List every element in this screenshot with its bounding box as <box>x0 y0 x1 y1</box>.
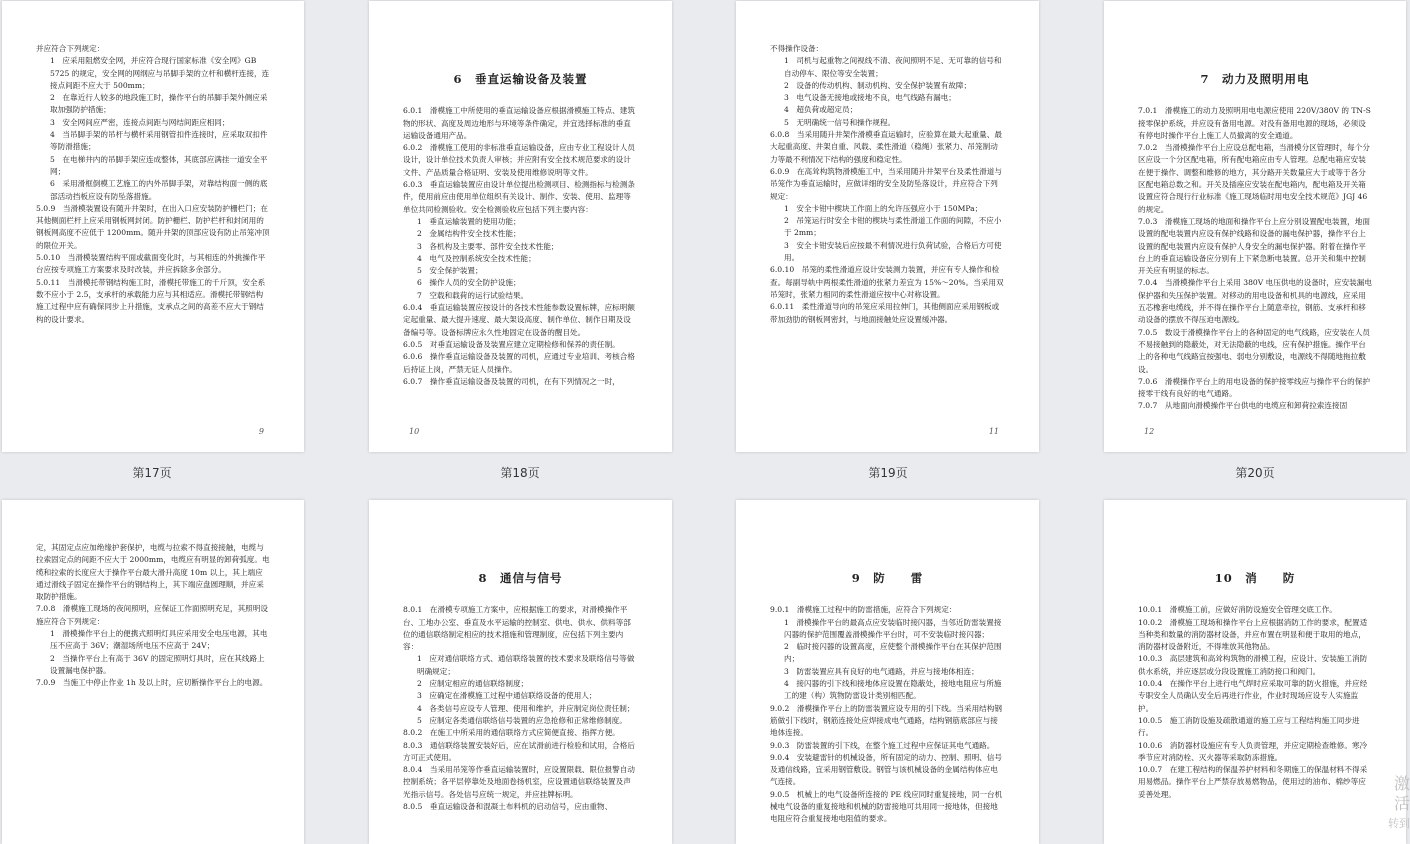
paragraph: 6.0.2 滑模施工使用的非标准垂直运输设备，应由专业工程设计人员设计，设计单位技术负责人审核；并应附有安全技术规范要求的设计文件、产品质量合格证明、安装及使用维修说明等文件。 <box>403 143 635 177</box>
paragraph: 5 在电梯井内的吊脚手架应连成整体，其底部应满挂一道安全平网； <box>50 154 268 176</box>
paragraph: 2 设备的传动机构、制动机构、安全保护装置有故障； <box>784 80 972 90</box>
paragraph: 9.0.5 机械上的电气设备所连接的 PE 线应同时重复接地，同一台机械电气设备的重复接地和机械的防雷接地可共用同一接地体，但接地电阻应符合重复接地电阻值的要求。 <box>770 789 1003 824</box>
paragraph: 3 安全网间应严密，连接点间距与网结间距应相同； <box>50 117 230 127</box>
paragraph: 不得操作设备： <box>770 44 824 53</box>
paragraph: 8.0.2 在施工中所采用的通信联络方式应简便直接、指挥方便。 <box>403 728 620 738</box>
page-heading: 7 动力及照明用电 <box>1200 72 1310 86</box>
paragraph: 7.0.7 从地面向滑模操作平台供电的电缆应和卸荷拉索连接固 <box>1138 401 1348 411</box>
paragraph: 7.0.6 滑模操作平台上的用电设备的保护接零线应与操作平台的保护接零干线有良好的电气通路。 <box>1138 376 1370 399</box>
page-heading: 10 消 防 <box>1214 571 1296 585</box>
paragraph: 3 防雷装置应具有良好的电气通路，并应与接地体相连； <box>784 666 979 676</box>
page-number: 11 <box>988 426 999 436</box>
page-heading: 9 防 雷 <box>851 571 924 585</box>
paragraph: 3 应确定在滑模施工过程中通信联络设备的使用人； <box>417 691 597 701</box>
paragraph: 7.0.5 数设于滑模操作平台上的各种固定的电气线路，应安装在人员不易接触到的隐蔽处，对无法隐蔽的电线，应有保护措施。操作平台上的各种电气线路宜按强电、弱电分别敷设，电源线不得随地拖拉敷设。 <box>1138 327 1370 374</box>
paragraph: 10.0.3 高层建筑和高耸构筑物的滑模工程，应设计、安装施工消防供水系统，并应逐层或分段设置施工消防接口和阀门。 <box>1138 654 1368 676</box>
paragraph: 4 当吊脚手架的吊杆与横杆采用钢管扣件连接时，应采取双扣件等防滑措施； <box>50 130 268 152</box>
paragraph: 1 滑模操作平台的最高点应安装临时接闪器，当邻近防雷装置接闪器的保护范围覆盖滑模操作平台时，可不安装临时接闪器； <box>784 617 1002 639</box>
paragraph: 4 超负荷或超定员； <box>784 105 858 115</box>
paragraph: 6.0.8 当采用随升井架作滑模垂直运输时，应验算在最大起重量、最大起重高度、井架自重、风载、柔性滑道（稳绳）张紧力、吊笼制动力等最不利情况下结构的强度和稳定性。 <box>770 130 1002 164</box>
paragraph: 6 操作人员的安全防护设施； <box>417 278 521 288</box>
paragraph: 9.0.4 安装避雷针的机械设备，所有固定的动力、控制、照明、信号及通信线路，宜采用钢管敷设。钢管与该机械设备的金属结构体应电气连接。 <box>770 752 1002 787</box>
paragraph: 并应符合下列规定： <box>36 44 105 53</box>
paragraph: 8.0.5 垂直运输设备和混凝土布料机的启动信号，应由重物、 <box>403 802 613 812</box>
paragraph: 4 各类信号应设专人管理、使用和维护，并应制定岗位责任制； <box>417 703 635 713</box>
page-caption-19[interactable]: 第19页 <box>868 466 908 480</box>
paragraph: 6.0.1 滑模施工中所使用的垂直运输设备应根据滑模施工特点、建筑物的形状、高度及周边地形与环境等条件确定，并宜选择标准的垂直运输设备通用产品。 <box>403 106 635 140</box>
document-page-17[interactable] <box>2 1 304 452</box>
page-caption-18[interactable]: 第18页 <box>500 466 540 480</box>
paragraph: 6.0.7 操作垂直运输设备及装置的司机，在有下列情况之一时， <box>403 376 620 386</box>
paragraph: 5 安全保护装置； <box>417 266 483 276</box>
document-page-22[interactable] <box>369 500 672 844</box>
paragraph: 7.0.2 当滑模操作平台上应设总配电箱，当滑模分区管理时，每个分区应设一个分区配电箱，所有配电箱应由专人管理。总配电箱应安装在便于操作、调整和维修的地方，其分路开关数量应大于或等于各分区配电箱总数之和。开关及插座应安装在配电箱内，配电箱及开关箱设置应符合现行行业标准《施工现场临时用电安全技术规范》JGJ 46 的规定。 <box>1138 143 1370 214</box>
paragraph: 10.0.2 滑模施工现场和操作平台上应根据消防工作的要求，配置适当种类和数量的消防器材设备，并应布置在明显和便于取用的地点，消防器材设备附近，不得堆放其他物品。 <box>1138 617 1368 652</box>
page-body <box>36 43 270 326</box>
document-page-24[interactable] <box>1104 500 1406 844</box>
paragraph: 1 滑模操作平台上的便携式照明灯具应采用安全电压电源，其电压不应高于 36V；潮湿场所电压不应高于 24V； <box>50 629 268 651</box>
paragraph: 6.0.4 垂直运输装置应按设计的各技术性能参数设置标牌，应标明额定起重量、最大提升速度、最大架设高度、制作单位、制作日期及设备编号等。设备标牌应永久性地固定在设备的醒目处。 <box>403 303 635 337</box>
paragraph: 2 吊笼运行时安全卡钳的楔块与柔性滑道工作面的间隙，不应小于 2mm； <box>784 216 1002 238</box>
page-body <box>1138 105 1372 412</box>
page-number: 10 <box>409 426 420 436</box>
page-body <box>1138 604 1372 801</box>
paragraph: 5.0.10 当滑模装置结构平面或截面变化时，与其相连的外挑操作平台应按专项施工方案要求及时改装，并应拆除多余部分。 <box>36 253 266 275</box>
document-page-21[interactable] <box>2 500 304 844</box>
paragraph: 1 应采用阻燃安全网，并应符合现行国家标准《安全网》GB 5725 的规定，安全网的网纲应与吊脚手架的立杆和横杆连接，连接点间距不应大于 500mm； <box>50 56 270 90</box>
paragraph: 6.0.10 吊笼的柔性滑道应设计安装测力装置，并应有专人操作和检查。每副导轨中两根柔性滑道的张紧力差宜为 15%～20%。当采用双吊笼时，张紧力相同的柔性滑道应按中心对称设置。 <box>770 265 1004 299</box>
paragraph: 7.0.8 滑模施工现场的夜间照明，应保证工作面照明充足，其照明设施应符合下列规定： <box>36 604 268 626</box>
paragraph: 1 安全卡钳中楔块工作面上的允许压强应小于 150MPa； <box>784 203 983 213</box>
page-heading: 8 通信与信号 <box>478 571 563 585</box>
paragraph: 10.0.7 在建工程结构的保温养护材料和冬期施工的保温材料不得采用易燃品。操作平台上严禁存放易燃物品，使用过的油布、棉纱等应妥善处理。 <box>1138 765 1368 799</box>
paragraph: 2 金属结构件安全技术性能； <box>417 229 521 239</box>
paragraph: 2 当操作平台上有高于 36V 的固定照明灯具时，应在其线路上设置漏电保护器。 <box>50 653 265 675</box>
paragraph: 8.0.1 在滑模专项施工方案中，应根据施工的要求，对滑模操作平台、工地办公室、垂直及水平运输的控制室、供电、供水、供料等部位的通信联络制定相应的技术措施和管理制度，应包括下列主要内容： <box>403 605 631 652</box>
activation-watermark <box>1380 774 1410 834</box>
paragraph: 7.0.1 滑模施工的动力及照明用电电源应使用 220V/380V 的 TN-S 接零保护系统，并应设有备用电源。对没有备用电源的现场，必须设有停电时操作平台上施工人员撤离的安全通道。 <box>1138 106 1371 140</box>
paragraph: 9.0.1 滑模施工过程中的防雷措施，应符合下列规定： <box>770 605 957 615</box>
paragraph: 10.0.1 滑模施工前，应做好消防设施安全管理交底工作。 <box>1138 605 1337 615</box>
paragraph: 6.0.3 垂直运输装置应由设计单位提出检测项目、检测指标与检测条件，使用前应由使用单位组织有关设计、制作、安装、使用、监理等单位共同检测验收。安全检测验收应包括下列主要内容： <box>403 180 635 214</box>
paragraph: 10.0.5 施工消防设施及疏散通道的施工应与工程结构施工同步进行。 <box>1138 715 1360 738</box>
paragraph: 8.0.3 通信联络装置安装好后，应在试滑前进行检验和试用，合格后方可正式使用。 <box>403 740 635 762</box>
page-caption-17[interactable]: 第17页 <box>132 466 172 480</box>
paragraph: 5.0.9 当滑模装置设有随升井架时，在出入口应安装防护栅栏门；在其他侧面栏杆上应采用钢板网封闭。防护栅栏、防护栏杆和封闭用的钢板网高度不应低于 1200mm。随升井架的顶部应设有防止吊笼冲顶的限位开关。 <box>36 203 270 250</box>
page-body <box>770 43 1005 326</box>
document-page-19[interactable] <box>736 1 1039 452</box>
page-body <box>36 542 270 690</box>
paragraph: 4 电气及控制系统安全技术性能； <box>417 253 536 263</box>
paragraph: 10.0.4 在操作平台上进行电气焊时应采取可靠的防火措施，并应经专职安全人员确认安全后再进行作业，作业时现场应设专人实施监护。 <box>1138 679 1368 713</box>
paragraph: 2 在靠近行人较多的地段施工时，操作平台的吊脚手架外侧应采取加强防护措施； <box>50 93 268 115</box>
paragraph: 7.0.3 滑模施工现场的地面和操作平台上应分别设置配电装置，地面设置的配电装置内应设有保护线路和设备的漏电保护器，操作平台上设置的配电装置内应设有保护人身安全的漏电保护器。附着在操作平台上的垂直运输设备应分别有上下紧急断电装置。总开关和集中控制开关应有明显的标志。 <box>1138 216 1370 276</box>
document-page-23[interactable] <box>736 500 1039 844</box>
paragraph: 6.0.11 柔性滑道导向的吊笼应采用拉伸门，其他侧面应采用钢板或带加劲肋的钢板网密封，与地面接触处应设置缓冲器。 <box>770 302 1000 324</box>
watermark-line1: 激活 <box>1393 774 1410 813</box>
document-page-18[interactable] <box>369 1 672 452</box>
paragraph: 2 临时接闪器的设置高度，应使整个滑模操作平台在其保护范围内； <box>784 642 1002 664</box>
paragraph: 9.0.2 滑模操作平台上的防雷装置应设专用的引下线。当采用结构钢筋做引下线时，钢筋连接处应焊接成电气通路，结构钢筋底部应与接地体连接。 <box>770 703 1002 738</box>
paragraph: 6 采用滑框倒模工艺施工的内外吊脚手架，对靠结构面一侧的底部活动挡板应设有防坠落措施。 <box>50 179 268 201</box>
paragraph: 4 接闪器的引下线和接地体应设置在隐蔽处，接地电阻应与所施工的建（构）筑物防雷设计类别相匹配。 <box>784 679 1002 701</box>
document-page-20[interactable] <box>1104 1 1406 452</box>
paragraph: 5.0.11 当滑模托带钢结构施工时，滑模托带施工的千斤顶，安全系数不应小于 2.5，支承杆的承载能力应与其相适应。滑模托带钢结构施工过程中应有确保同步上升措施，支承点之间的高差不应大于钢结构的设计要求。 <box>36 277 266 324</box>
paragraph: 6.0.6 操作垂直运输设备及装置的司机，应通过专业培训、考核合格后持证上岗，严禁无证人员操作。 <box>403 352 635 374</box>
page-number: 12 <box>1144 426 1155 436</box>
paragraph: 5 应制定各类通信联络信号装置的应急抢修和正常维修制度。 <box>417 715 627 725</box>
paragraph: 8.0.4 当采用吊笼等作垂直运输装置时，应设置限载、限位报警自动控制系统；各平层停靠处及地面卷扬机室，应设置通信联络装置及声光指示信号。各处信号应统一规定，并应挂牌标明。 <box>403 765 635 799</box>
page-number: 9 <box>258 426 264 436</box>
paragraph: 1 应对通信联络方式、通信联络装置的技术要求及联络信号等做明确规定； <box>417 654 635 676</box>
page-heading: 6 垂直运输设备及装置 <box>453 72 588 86</box>
paragraph: 6.0.5 对垂直运输设备及装置应建立定期检修和保养的责任制。 <box>403 339 620 349</box>
paragraph: 5 无明确统一信号和操作规程。 <box>784 117 896 127</box>
paragraph: 1 司机与起重物之间视线不清、夜间照明不足、无可靠的信号和自动停车、限位等安全装置； <box>784 56 1002 78</box>
paragraph: 定，其固定点应加绝缘护套保护，电缆与拉索不得直接接触，电缆与拉索固定点的间距不应大于 2000mm，电缆应有明显的卸荷弧度。电缆和拉索的长度应大于操作平台最大滑升高度 10m 以上，其上端应通过滑线子固定在操作平台的钢结构上，其下端应盘圆理顺，并应采取防护措施。 <box>36 543 270 602</box>
paragraph: 7.0.9 当施工中停止作业 1h 及以上时，应切断操作平台上的电源。 <box>36 678 268 688</box>
paragraph: 10.0.6 消防器材设施应有专人负责管理，并应定期检查维修。寒冷季节应对消防栓、灭火器等采取防冻措施。 <box>1138 740 1368 762</box>
paragraph: 3 各机构及主要零、部件安全技术性能； <box>417 241 559 251</box>
paragraph: 6.0.9 在高耸构筑物滑模施工中，当采用随升井架平台及柔性滑道与吊笼作为垂直运输时，应做详细的安全及防坠落设计，并应符合下列规定： <box>770 166 1002 201</box>
paragraph: 1 垂直运输装置的使用功能； <box>417 216 521 226</box>
page-body <box>403 105 638 388</box>
page-body <box>770 604 1005 825</box>
paragraph: 3 电气设备无接地或接地不良，电气线路有漏电； <box>784 93 956 103</box>
paragraph: 3 安全卡钳安装后应按最不利情况进行负荷试验，合格后方可使用。 <box>784 240 1002 263</box>
paragraph: 2 应制定相应的通信联络制度； <box>417 679 529 689</box>
paragraph: 7.0.4 当滑模操作平台上采用 380V 电压供电的设备时，应安装漏电保护器和失压保护装置。对移动的用电设备和机具的电源线，应采用五芯橡套电缆线，并不得在操作平台上随意牵拉，钢筋、支承杆和移动设备的摆放不得压迫电源线。 <box>1138 278 1372 325</box>
paragraph: 9.0.3 防雷装置的引下线，在整个施工过程中应保证其电气通路。 <box>770 740 995 750</box>
watermark-line2: 转到 <box>1388 817 1410 830</box>
page-caption-20[interactable]: 第20页 <box>1235 466 1275 480</box>
page-body <box>403 604 638 813</box>
paragraph: 7 空载和载荷的运行试验结果。 <box>417 290 529 300</box>
